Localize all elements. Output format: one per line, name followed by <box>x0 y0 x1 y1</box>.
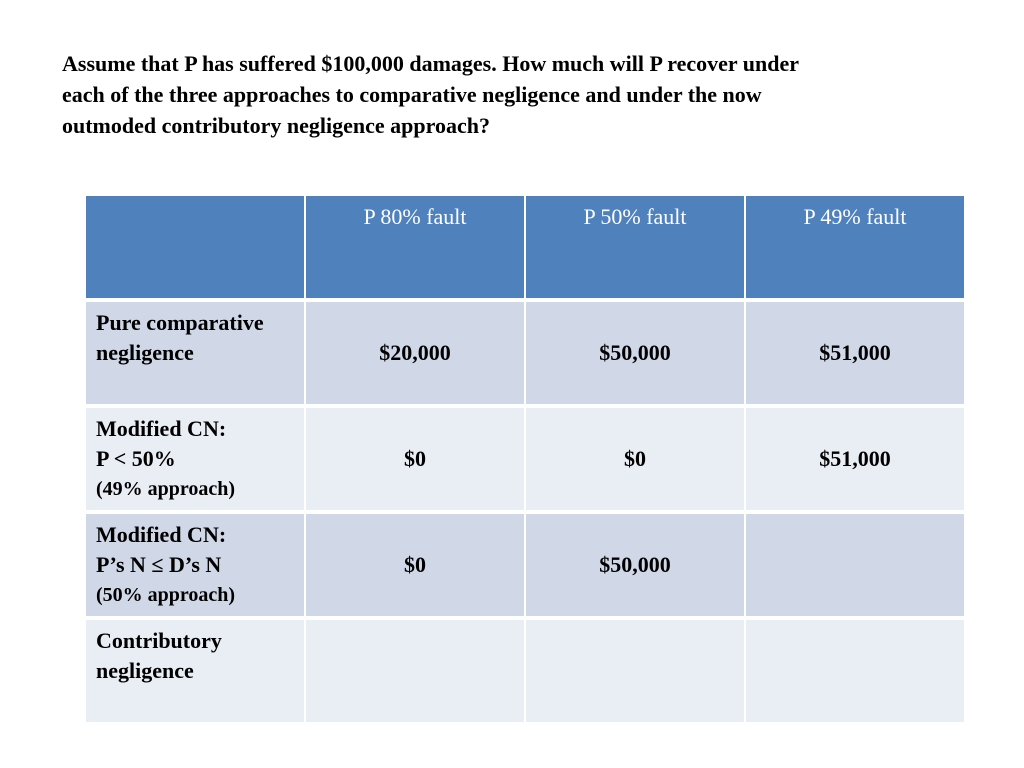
cell-value: $51,000 <box>819 446 891 471</box>
header-label-p50: P 50% fault <box>583 204 687 229</box>
header-corner-cell <box>86 196 304 298</box>
table-cell <box>306 302 524 404</box>
row-label-line: negligence <box>96 340 194 365</box>
row-label-modified-50 <box>86 514 304 616</box>
cell-value: $50,000 <box>599 340 671 365</box>
row-label-line: Modified CN: <box>96 522 227 547</box>
row-label-line: negligence <box>96 658 194 683</box>
row-label-modified-49 <box>86 408 304 510</box>
row-label-contributory <box>86 620 304 722</box>
header-cell-p50 <box>526 196 744 298</box>
header-cell-p80 <box>306 196 524 298</box>
question-line-3: outmoded contributory negligence approach? <box>62 113 490 138</box>
table-cell <box>526 408 744 510</box>
table-cell <box>746 408 964 510</box>
table-cell <box>306 514 524 616</box>
question-text <box>62 48 962 141</box>
row-label-line: P < 50% <box>96 446 176 471</box>
cell-value: $0 <box>404 552 426 577</box>
header-label-p49: P 49% fault <box>803 204 907 229</box>
cell-value: $0 <box>404 446 426 471</box>
table-cell <box>746 620 964 722</box>
row-label-line: Contributory <box>96 628 222 653</box>
table-cell <box>526 514 744 616</box>
header-label-p80: P 80% fault <box>363 204 467 229</box>
question-line-2: each of the three approaches to comparative negligence and under the now <box>62 82 762 107</box>
question-line-1: Assume that P has suffered $100,000 damages. How much will P recover under <box>62 51 799 76</box>
row-label-line: (49% approach) <box>96 478 236 500</box>
table-cell <box>746 302 964 404</box>
cell-value: $20,000 <box>379 340 451 365</box>
row-label-line: Pure comparative <box>96 310 264 335</box>
cell-value: $50,000 <box>599 552 671 577</box>
cell-value: $0 <box>624 446 646 471</box>
recovery-table <box>86 196 964 722</box>
table-cell <box>306 408 524 510</box>
table-cell <box>746 514 964 616</box>
cell-value: $51,000 <box>819 340 891 365</box>
table-cell <box>526 302 744 404</box>
row-label-line: (50% approach) <box>96 584 236 606</box>
row-label-line: Modified CN: <box>96 416 227 441</box>
row-label-line: P’s N ≤ D’s N <box>96 552 222 577</box>
header-cell-p49 <box>746 196 964 298</box>
row-label-pure-comparative <box>86 302 304 404</box>
table-cell <box>306 620 524 722</box>
table-cell <box>526 620 744 722</box>
